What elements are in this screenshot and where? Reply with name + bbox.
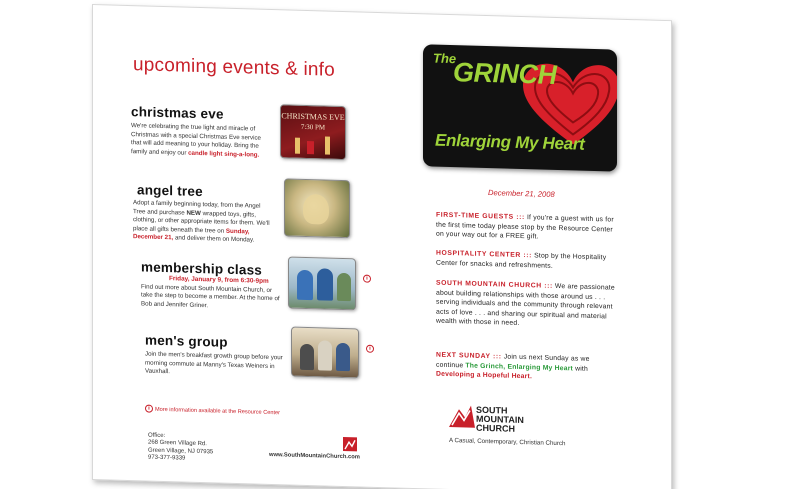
- person-icon: [297, 270, 313, 300]
- office-label: Office:: [148, 432, 166, 440]
- mountain-icon: [343, 437, 357, 451]
- logo-line: MOUNTAIN: [476, 413, 524, 425]
- paragraph-lead: NEXT SUNDAY :::: [436, 351, 502, 361]
- person-icon: [318, 340, 332, 370]
- first-time-guests-paragraph: [436, 211, 616, 245]
- angel-tree-image: [284, 178, 350, 238]
- event-text: Adopt a family beginning today, from the Angel Tree and purchase: [133, 199, 261, 217]
- event-title-membership: membership class: [141, 259, 263, 278]
- paragraph-body: Join us next Sunday as we continue: [436, 353, 590, 369]
- church-logo-mark: [343, 437, 357, 451]
- graphic-subtitle: Enlarging My Heart: [435, 130, 585, 154]
- office-city: Green Village, NJ 07935: [148, 447, 214, 456]
- info-icon: i: [366, 345, 374, 353]
- event-body-membership: [141, 274, 281, 312]
- event-title-mens-group: men's group: [145, 332, 228, 350]
- paragraph-body: with: [575, 365, 588, 373]
- person-icon: [336, 343, 350, 371]
- next-sunday-paragraph: [436, 351, 616, 385]
- info-icon: i: [145, 404, 153, 412]
- person-icon: [337, 273, 351, 301]
- candle-icon: [325, 137, 330, 155]
- next-series-name: Developing a Hopeful Heart.: [436, 370, 533, 381]
- info-icon: i: [363, 275, 371, 283]
- mens-group-image: [291, 327, 359, 379]
- logo-line: SOUTH: [476, 404, 508, 416]
- paragraph-lead: SOUTH MOUNTAIN CHURCH :::: [436, 279, 553, 290]
- event-time: Friday, January 9, from 6:30-9pm: [169, 275, 269, 285]
- event-body-christmas: [131, 122, 269, 160]
- church-mission-paragraph: [436, 279, 616, 332]
- paragraph-body: Stop by the Hospitality Center for snacks and refreshments.: [436, 252, 607, 270]
- office-address: [148, 433, 213, 464]
- event-text: We're celebrating the true light and miracle of Christmas with a special Christmas Eve service that will add meaning to your holiday. Bring the family and enjoy our: [131, 122, 261, 157]
- event-text: wrapped toys, gifts, clothing, or other appropriate items for them. We'll place all gifts beneath the tree on: [133, 209, 270, 235]
- event-highlight: candle light sing-a-long.: [188, 149, 260, 159]
- church-tagline: A Casual, Contemporary, Christian Church: [449, 436, 566, 448]
- person-icon: [317, 268, 333, 300]
- event-title-angel-tree: angel tree: [137, 182, 203, 200]
- event-bold-word: NEW: [186, 209, 201, 217]
- christmas-eve-image: [280, 104, 346, 160]
- church-logo-name: [476, 406, 524, 434]
- logo-line: CHURCH: [476, 422, 515, 434]
- event-text: Find out more about South Mountain Church, or take the step to become a member. At the home of Bob and Jennifer Griner.: [141, 282, 280, 310]
- grinch-series-graphic: [423, 44, 617, 171]
- website-url: www.SouthMountainChurch.com: [269, 451, 360, 461]
- event-title-christmas: christmas eve: [131, 104, 224, 122]
- thumb-time: 7:30 PM: [300, 122, 326, 132]
- event-body-mens-group: Join the men's breakfast growth group before your morning commute at Manny's Texas Weiners in Vauxhall.: [145, 350, 283, 376]
- paragraph-lead: HOSPITALITY CENTER :::: [436, 249, 533, 260]
- person-icon: [300, 344, 314, 370]
- thumb-caption: CHRISTMAS EVE: [281, 111, 345, 123]
- event-highlight: Sunday, December 21,: [133, 227, 250, 242]
- bulletin-date: December 21, 2008: [488, 188, 555, 199]
- paragraph-body: We are passionate about building relationships with those around us . . . serving individuals and the community through relevant acts of love . . . and sharing our spiritual and material wealth with those in need.: [436, 282, 615, 328]
- office-phone: 973-377-9339: [148, 454, 186, 462]
- office-street: 268 Green Village Rd.: [148, 439, 207, 448]
- ornament-icon: [307, 141, 314, 154]
- angel-icon: [303, 194, 329, 225]
- section-header: upcoming events & info: [133, 54, 335, 81]
- event-body-angel-tree: [133, 199, 271, 246]
- graphic-the: The: [433, 50, 457, 67]
- church-logo-icon: [449, 403, 475, 435]
- graphic-title: GRINCH: [453, 57, 557, 90]
- membership-image: [288, 256, 356, 310]
- hospitality-paragraph: [436, 249, 616, 273]
- series-name: The Grinch, Enlarging My Heart: [465, 362, 573, 373]
- mountain-icon: [449, 403, 475, 430]
- paragraph-lead: FIRST-TIME GUESTS :::: [436, 211, 525, 222]
- candle-icon: [295, 138, 300, 154]
- brochure-sheet: [92, 4, 672, 489]
- paragraph-body: If you're a guest with us for the first time today please stop by the Resource Center on your way out for a FREE gift.: [436, 214, 614, 241]
- resource-center-note: More information available at the Resource Center: [155, 406, 280, 417]
- event-text: and deliver them on Monday.: [174, 234, 255, 244]
